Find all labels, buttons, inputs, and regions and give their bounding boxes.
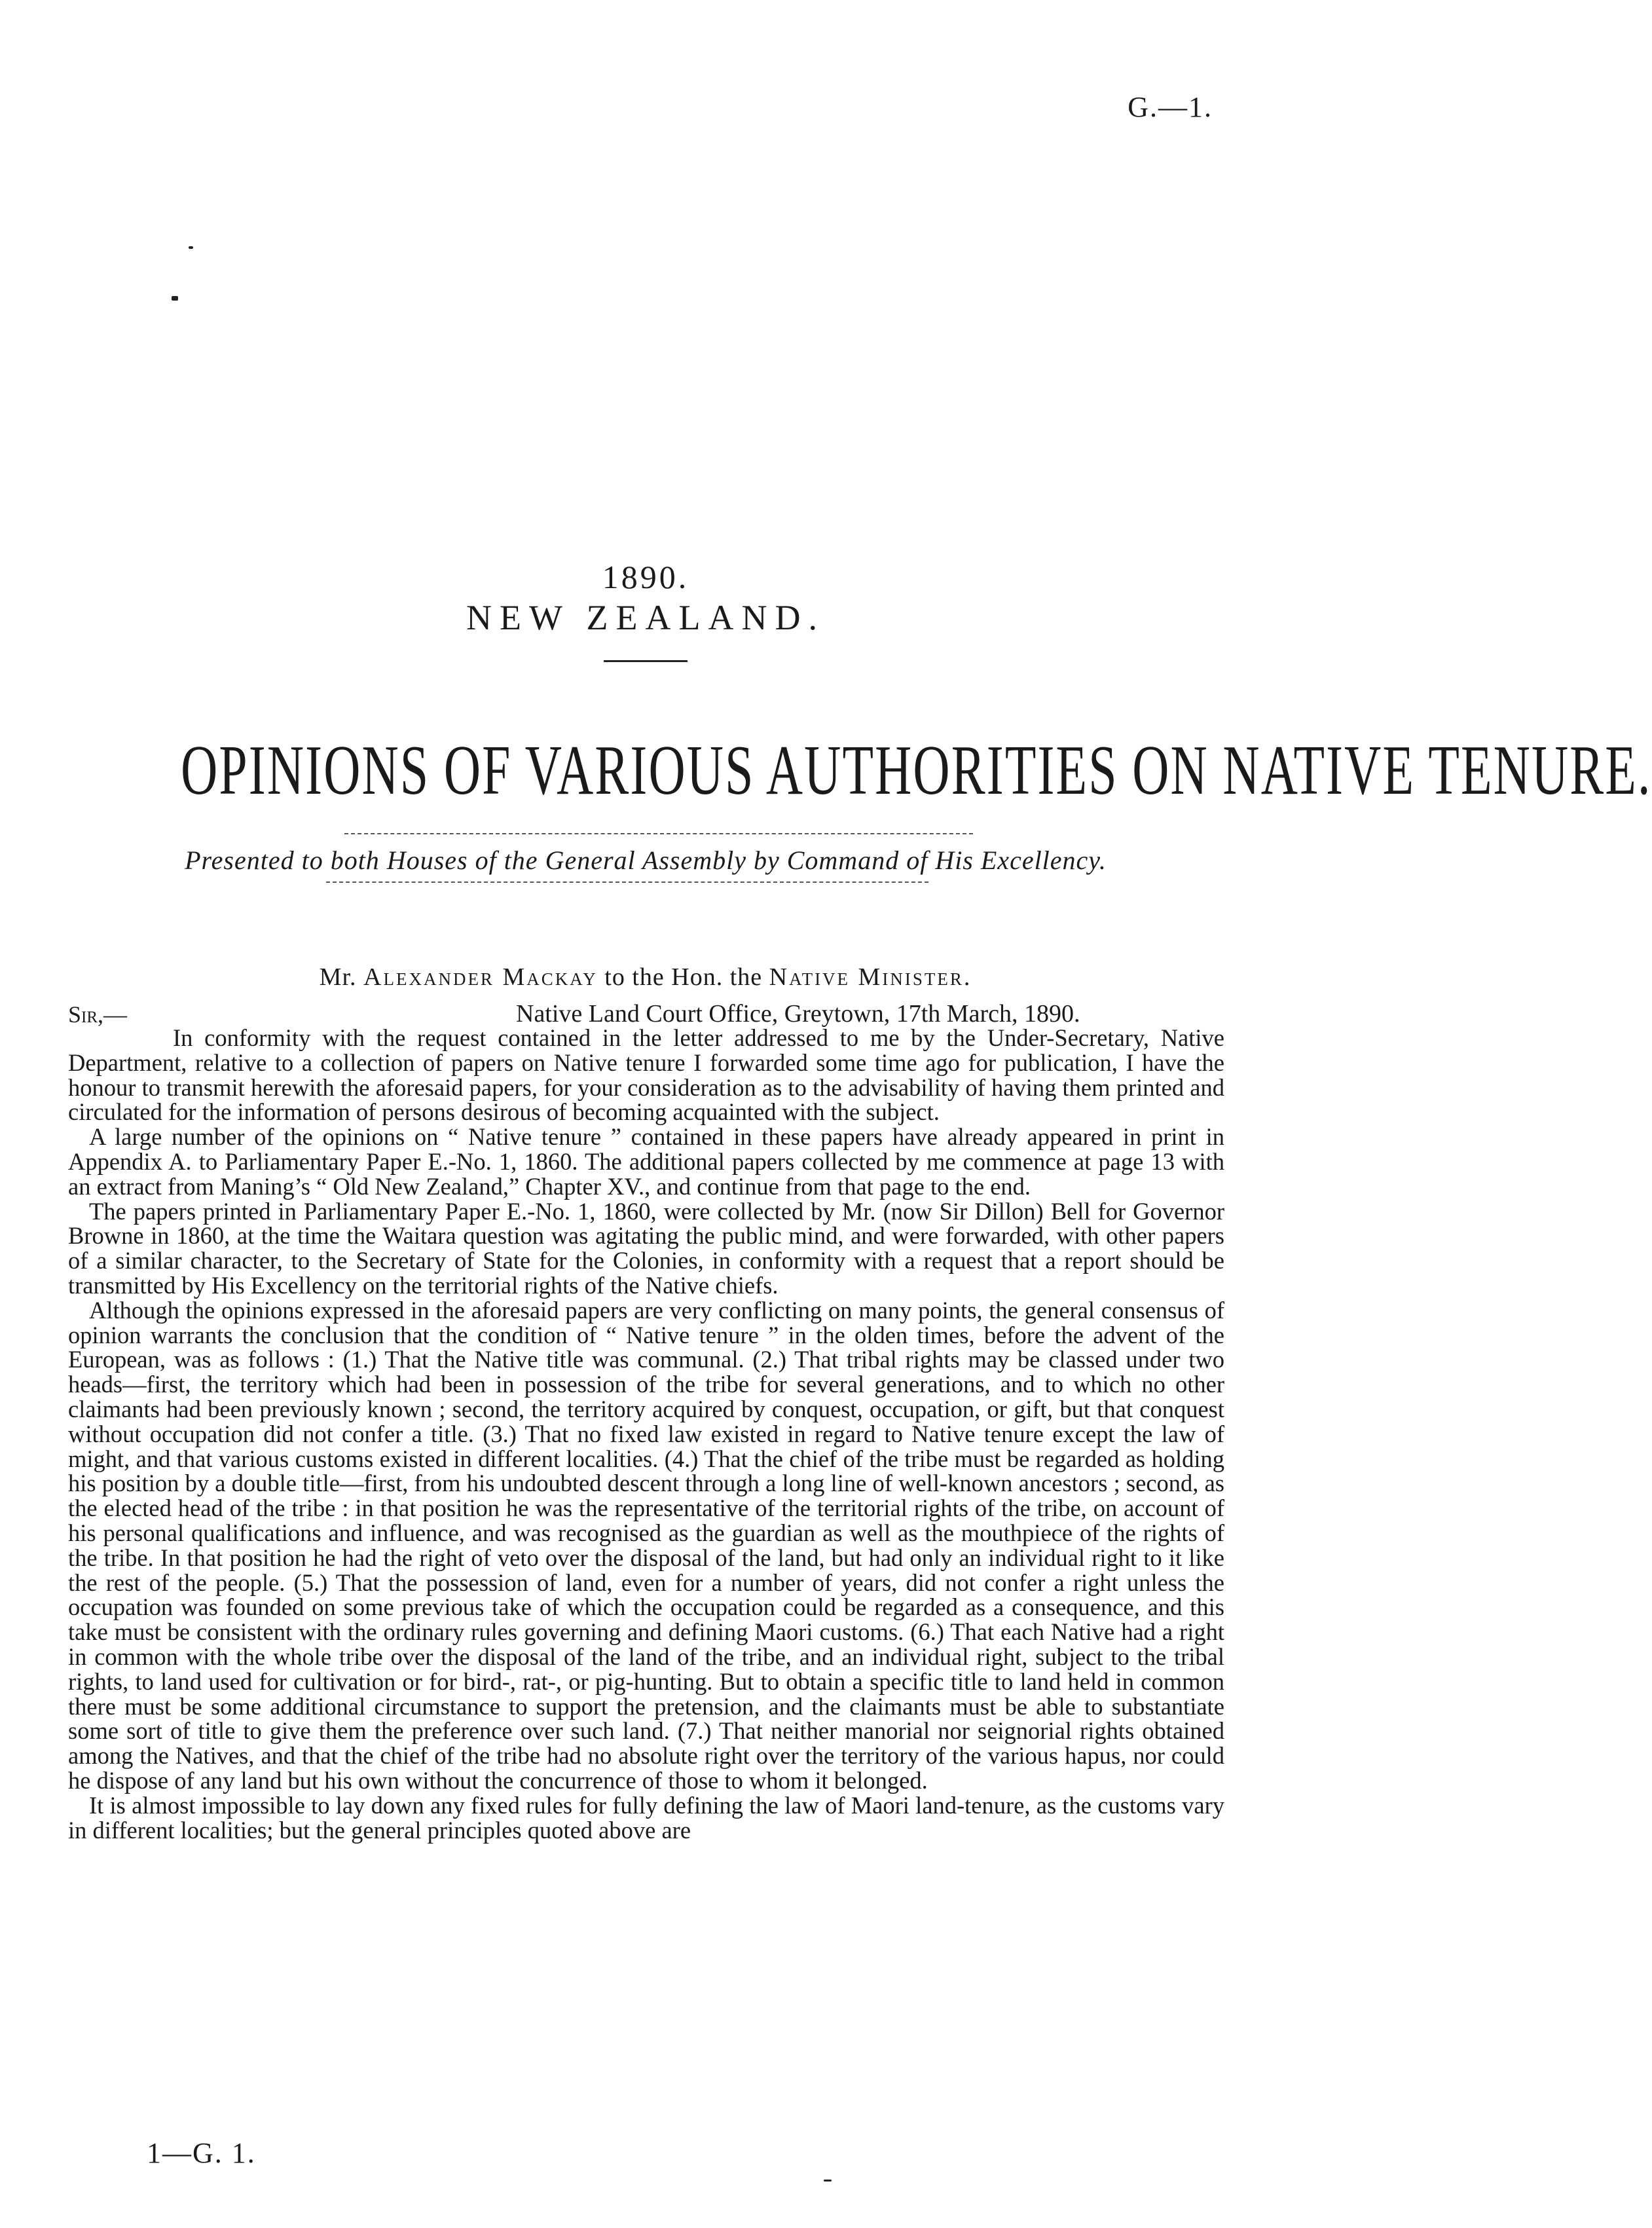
dateline: Native Land Court Office, Greytown, 17th March, 1890. <box>516 1000 1080 1028</box>
letter-body <box>68 1026 1224 1842</box>
heading-recipient: Native Minister. <box>769 963 972 991</box>
heading-mid: to the Hon. the <box>597 963 769 991</box>
subtitle-rule-bottom <box>326 882 928 883</box>
page-footer: 1—G. 1. <box>147 2137 256 2169</box>
heading-prefix: Mr. <box>319 963 364 991</box>
document-subtitle: Presented to both Houses of the General Assembly by Command of His Excellency. <box>185 845 1107 875</box>
print-speck <box>824 2180 832 2182</box>
document-title: OPINIONS OF VARIOUS AUTHORITIES ON NATIVE TENURE. <box>181 732 1652 809</box>
letter-heading <box>0 963 1291 992</box>
paragraph-1: In conformity with the request contained in the letter addressed to me by the Under-Secretary, Native Department, relative to a collection of papers on Native tenure I forwarded some time ago for publication, I have the honour to transmit herewith the aforesaid papers, for your consideration as to the advisability of having them printed and circulated for the information of persons desirous of becoming acquainted with the subject. <box>68 1024 1224 1126</box>
heading-sender: Alexander Mackay <box>363 963 598 991</box>
paragraph-2: A large number of the opinions on “ Native tenure ” contained in these papers have already appeared in print in Appendix A. to Parliamentary Paper E.-No. 1, 1860. The additional papers collected by me commence at page 13 with an extract from Maning’s “ Old New Zealand,” Chapter XV., and continue from that page to the end. <box>68 1123 1224 1200</box>
title-rule <box>604 660 688 662</box>
paragraph-3: The papers printed in Parliamentary Paper E.-No. 1, 1860, were collected by Mr. (now Sir Dillon) Bell for Governor Browne in 1860, at the time the Waitara question was agitating the public mind, and were forwarded, with other papers of a similar character, to the Secretary of State for the Colonies, in conformity with a request that a report should be transmitted by His Excellency on the territorial rights of the Native chiefs. <box>68 1197 1224 1299</box>
paragraph-4: Although the opinions expressed in the aforesaid papers are very conflicting on many points, the general consensus of opinion warrants the conclusion that the condition of “ Native tenure ” in the olden times, before the advent of the European, was as follows : (1.) That the Native title was communal. (2.) That tribal rights may be classed under two heads—first, the territory which had been in possession of the tribe for several generations, and to which no other claimants had been previously known ; second, the territory acquired by conquest, occupation, or gift, but that conquest without occupation did not confer a title. (3.) That no fixed law existed in regard to Native tenure except the law of might, and that various customs existed in different localities. (4.) That the chief of the tribe must be regarded as holding his position by a double title—first, from his undoubted descent through a long line of well-known ancestors ; second, as the elected head of the tribe : in that position he was the representative of the territorial rights of the tribe, on account of his personal qualifications and influence, and was recognised as the guardian as well as the mouthpiece of the rights of the tribe. In that position he had the right of veto over the disposal of the land, but had only an individual right to it like the rest of the people. (5.) That the possession of land, even for a number of years, did not confer a right unless the occupation was founded on some previous take of which the occupation could be regarded as a consequence, and this take must be consistent with the ordinary rules governing and defining Maori customs. (6.) That each Native had a right in common with the whole tribe over the disposal of the land of the tribe, and an individual right, subject to the tribal rights, to land used for cultivation or for bird-, rat-, or pig-hunting. But to obtain a specific title to land held in common there must be some additional circumstance to support the pretension, and the claimants must be able to substantiate some sort of title to give them the preference over such land. (7.) That neither manorial nor seignorial rights obtained among the Natives, and that the chief of the tribe had no absolute right over the territory of the various hapus, nor could he dispose of any land but his own without the concurrence of those to whom it belonged. <box>68 1296 1224 1794</box>
country-name: NEW ZEALAND. <box>466 598 825 637</box>
subtitle-rule-top <box>344 833 973 834</box>
page-reference: G.—1. <box>1128 91 1213 123</box>
paragraph-5: It is almost impossible to lay down any fixed rules for fully defining the law of Maori land-tenure, as the customs vary in different localities; but the general principles quoted above are <box>68 1791 1224 1844</box>
document-year: 1890. <box>602 559 689 595</box>
print-speck <box>172 296 178 301</box>
print-speck <box>189 246 193 249</box>
salutation: Sir,— <box>68 1001 128 1028</box>
